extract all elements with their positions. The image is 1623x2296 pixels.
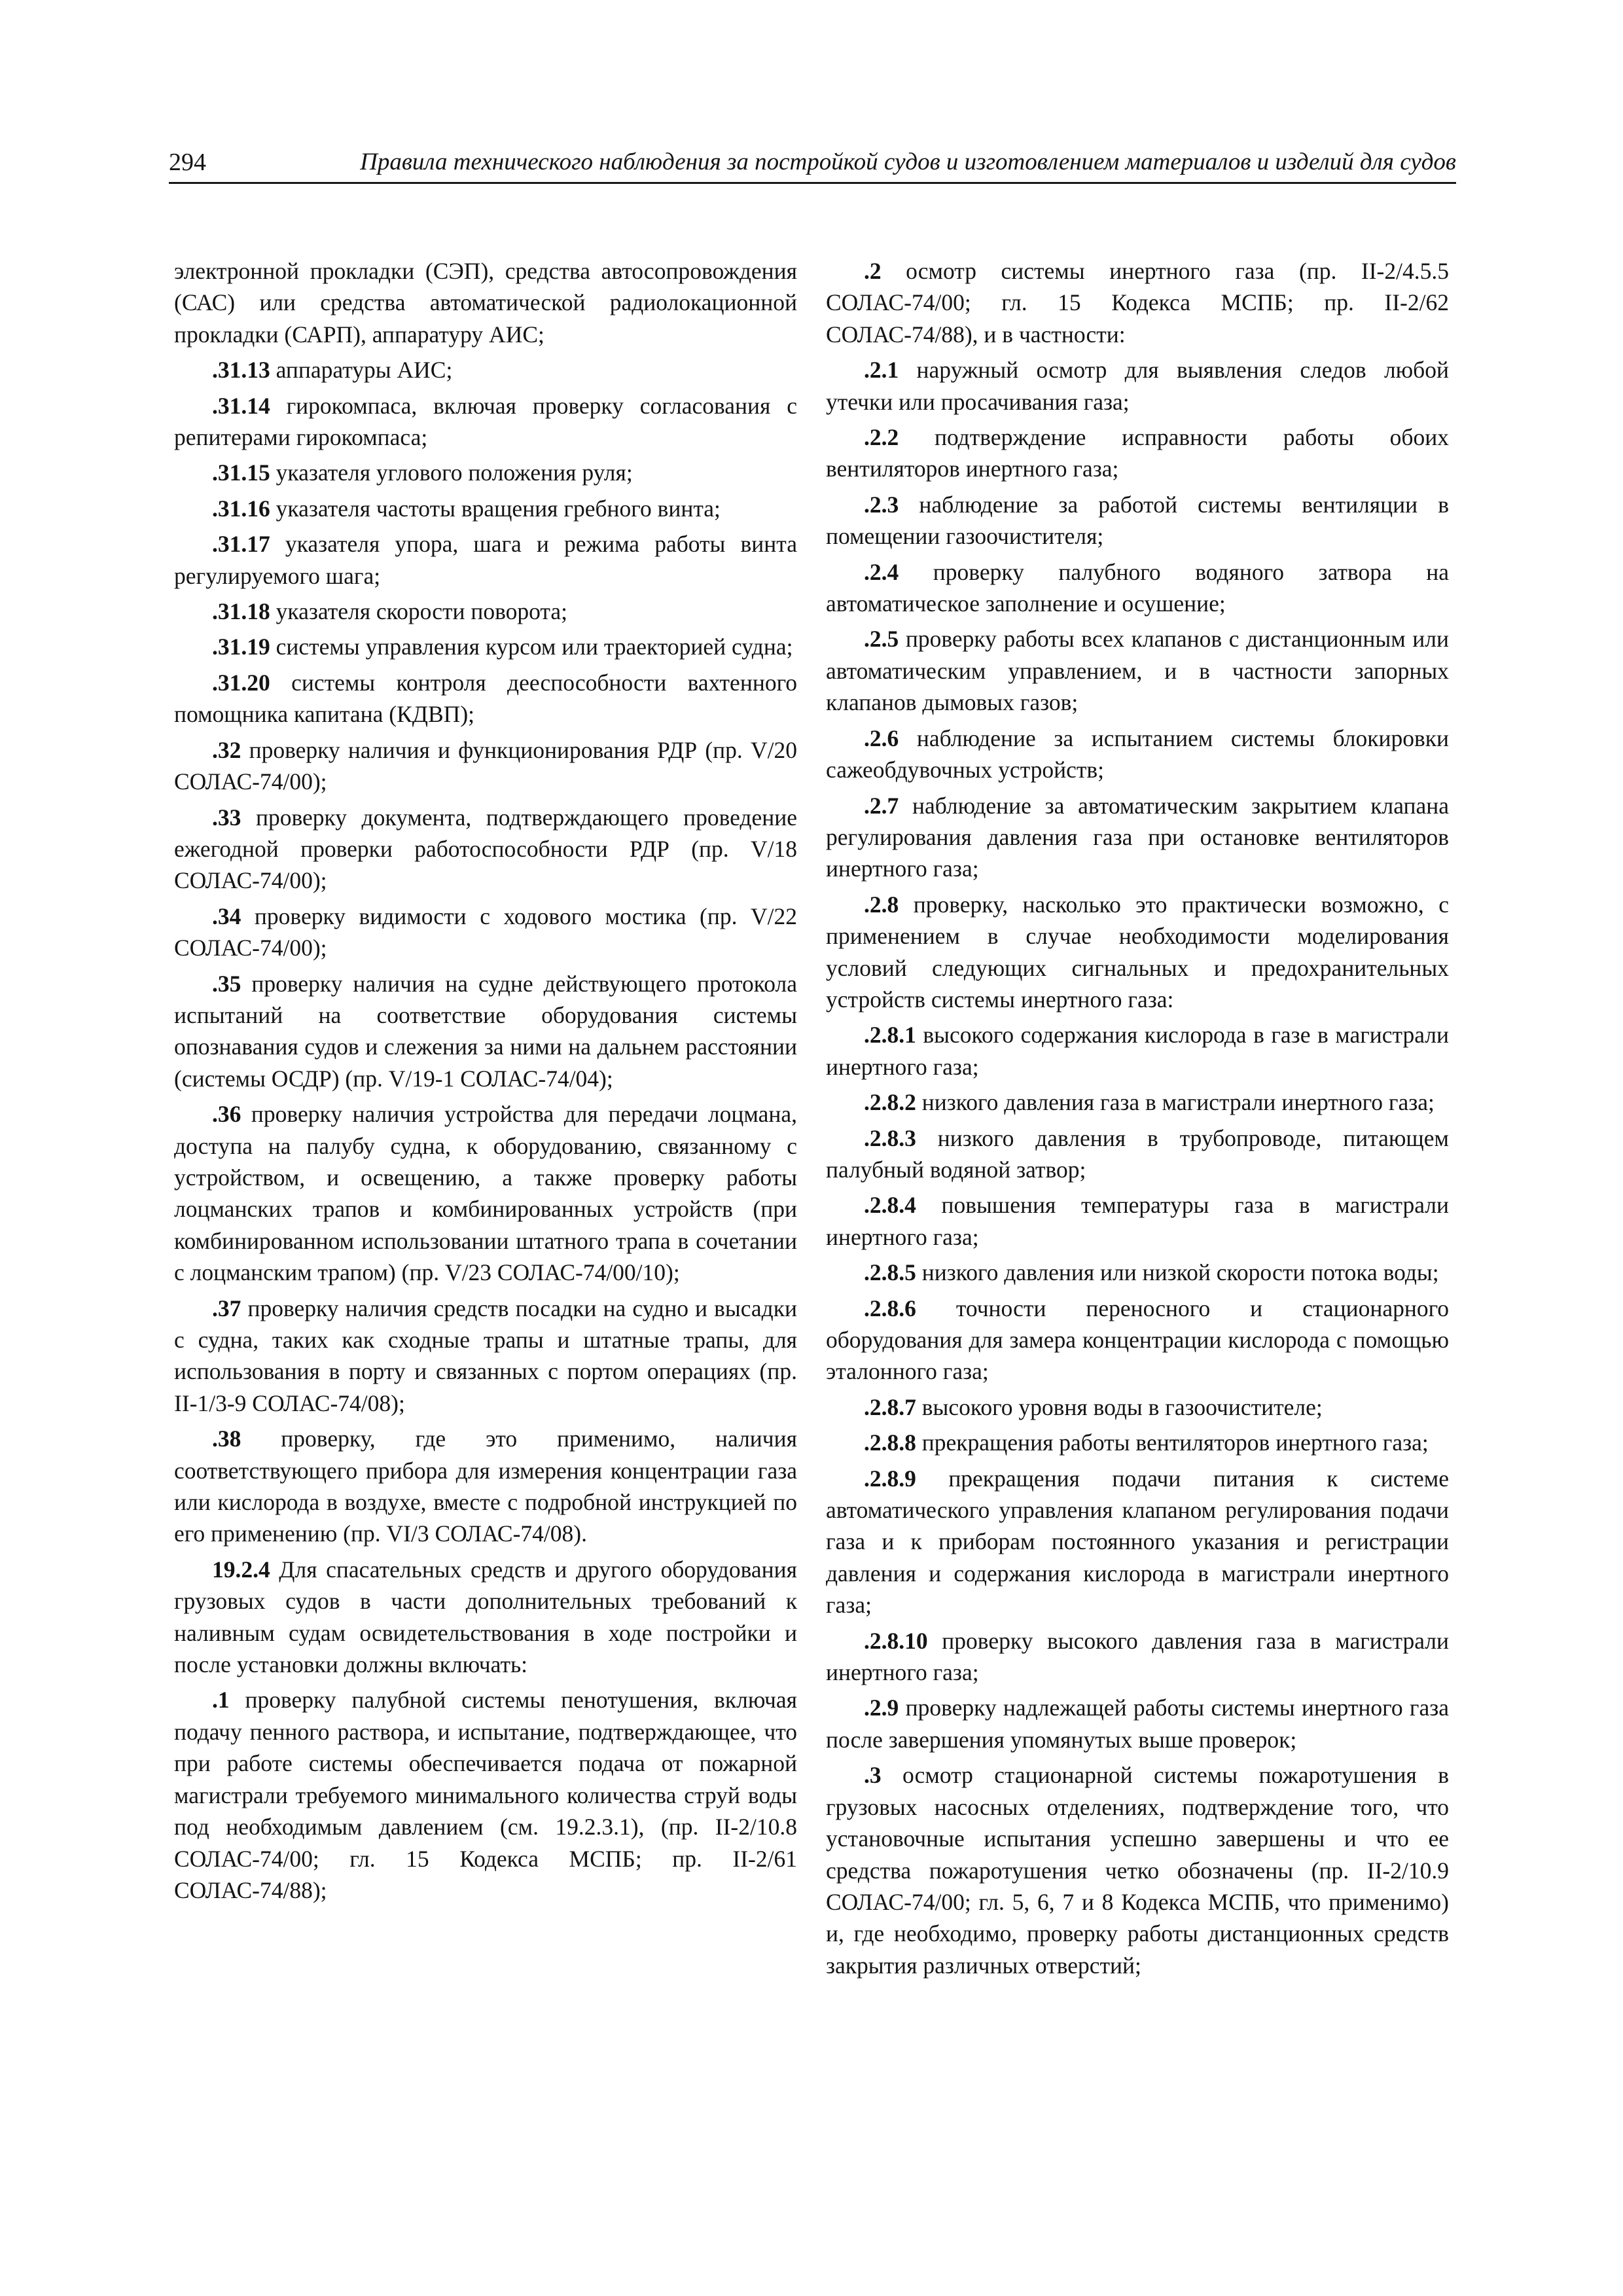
clause-number: .38 bbox=[212, 1426, 241, 1452]
clause-number: .36 bbox=[212, 1101, 241, 1128]
clause-number: .2.4 bbox=[864, 558, 899, 585]
paragraph bbox=[174, 968, 797, 1095]
clause-number: .2.8.9 bbox=[864, 1465, 916, 1492]
paragraph bbox=[826, 723, 1449, 786]
clause-number: .31.15 bbox=[212, 459, 270, 486]
paragraph bbox=[826, 1625, 1449, 1689]
paragraph-text: низкого давления или низкой скорости потока воды; bbox=[916, 1259, 1439, 1286]
paragraph bbox=[826, 489, 1449, 552]
clause-number: .2.6 bbox=[864, 725, 899, 751]
left-column bbox=[174, 255, 797, 1910]
paragraph-text: проверку документа, подтверждающего проведение ежегодной проверки работоспособности РДР (пр. V/18 СОЛАС-74/00); bbox=[174, 804, 797, 894]
paragraph bbox=[174, 528, 797, 592]
paragraph bbox=[174, 354, 797, 386]
paragraph bbox=[826, 255, 1449, 350]
paragraph bbox=[174, 1554, 797, 1681]
clause-number: .2.8.4 bbox=[864, 1192, 916, 1219]
paragraph-text: наружный осмотр для выявления следов любой утечки или просачивания газа; bbox=[826, 357, 1449, 415]
clause-number: .2.1 bbox=[864, 357, 899, 384]
clause-number: .2.8.1 bbox=[864, 1022, 916, 1049]
clause-number: .32 bbox=[212, 736, 241, 763]
clause-number: .31.18 bbox=[212, 598, 270, 625]
paragraph-text: Для спасательных средств и другого оборудования грузовых судов в части дополнительных требований к наливным судам освидетельствования в ходе постройки и после установки должны включать: bbox=[174, 1556, 797, 1678]
paragraph-text: проверку наличия на судне действующего протокола испытаний на соответствие оборудования системы опознавания судов и слежения за ними на дальнем расстоянии (системы ОСДР) (пр. V/19-1 СОЛАС-74/04); bbox=[174, 970, 797, 1092]
clause-number: .2.8.5 bbox=[864, 1259, 916, 1286]
paragraph-text: проверку, насколько это практически возможно, с применением в случае необходимости моделирования условий следующих сигнальных и предохранительных устройств системы инертного газа: bbox=[826, 891, 1449, 1013]
page-header bbox=[169, 145, 1456, 179]
paragraph bbox=[826, 1692, 1449, 1755]
paragraph bbox=[174, 631, 797, 662]
paragraph bbox=[826, 1086, 1449, 1118]
paragraph-text: указателя частоты вращения гребного винта; bbox=[270, 495, 721, 522]
clause-number: .35 bbox=[212, 970, 241, 997]
clause-number: .31.20 bbox=[212, 669, 270, 696]
clause-number: .31.14 bbox=[212, 392, 270, 419]
clause-number: .2.5 bbox=[864, 626, 899, 653]
paragraph bbox=[826, 889, 1449, 1016]
clause-number: .2 bbox=[864, 258, 882, 284]
paragraph-text: повышения температуры газа в магистрали инертного газа; bbox=[826, 1192, 1449, 1250]
paragraph-text: осмотр стационарной системы пожаротушения в грузовых насосных отделениях, подтверждение того, что установочные испытания успешно завершены и что ее средства пожаротушения четко обозначены (пр. II-2/10.9 СОЛАС-74/00; гл. 5, 6, 7 и 8 Кодекса МСПБ, что применимо) и, где необходимо, проверку работы дистанционных средств закрытия различных отверстий; bbox=[826, 1762, 1449, 1979]
clause-number: .2.8.3 bbox=[864, 1124, 916, 1151]
paragraph bbox=[174, 390, 797, 454]
page-number: 294 bbox=[169, 149, 206, 176]
paragraph-text: проверку наличия и функционирования РДР (пр. V/20 СОЛАС-74/00); bbox=[174, 736, 797, 795]
clause-number: .2.9 bbox=[864, 1695, 899, 1721]
paragraph bbox=[826, 1122, 1449, 1186]
paragraph bbox=[826, 1391, 1449, 1423]
clause-number: .31.19 bbox=[212, 634, 270, 660]
paragraph-text: проверку наличия средств посадки на судно и высадки с судна, таких как сходные трапы и штатные трапы, для использования в порту и связанных с портом операциях (пр. II-1/3-9 СОЛАС-74/08); bbox=[174, 1295, 797, 1416]
clause-number: .31.16 bbox=[212, 495, 270, 522]
paragraph bbox=[174, 1423, 797, 1550]
paragraph bbox=[826, 556, 1449, 620]
paragraph-text: точности переносного и стационарного оборудования для замера концентрации кислорода с помощью эталонного газа; bbox=[826, 1295, 1449, 1385]
paragraph bbox=[826, 1463, 1449, 1621]
clause-number: .2.3 bbox=[864, 491, 899, 518]
paragraph bbox=[826, 1759, 1449, 1981]
paragraph bbox=[174, 493, 797, 524]
paragraph-text: проверку, где это применимо, наличия соответствующего прибора для измерения концентрации газа или кислорода в воздухе, вместе с подробной инструкцией по его применению (пр. VI/3 СОЛАС-74/08). bbox=[174, 1426, 797, 1547]
paragraph-text: низкого давления газа в магистрали инертного газа; bbox=[916, 1089, 1435, 1116]
paragraph bbox=[826, 623, 1449, 718]
clause-number: .2.8 bbox=[864, 891, 899, 918]
paragraph-text: наблюдение за испытанием системы блокировки сажеобдувочных устройств; bbox=[826, 725, 1449, 783]
right-column bbox=[826, 255, 1449, 1985]
paragraph-text: осмотр системы инертного газа (пр. II-2/4.5.5 СОЛАС-74/00; гл. 15 Кодекса МСПБ; пр. II-2/62 СОЛАС-74/88), и в частности: bbox=[826, 258, 1449, 348]
paragraph-text: проверку работы всех клапанов с дистанционным или автоматическим управлением, и в частности запорных клапанов дымовых газов; bbox=[826, 626, 1449, 716]
paragraph-text: системы контроля дееспособности вахтенного помощника капитана (КДВП); bbox=[174, 669, 797, 728]
paragraph bbox=[174, 1098, 797, 1288]
running-title: Правила технического наблюдения за постройкой судов и изготовлением материалов и изделий для судов bbox=[360, 149, 1456, 175]
paragraph bbox=[174, 901, 797, 964]
paragraph bbox=[826, 422, 1449, 485]
paragraph-text: системы управления курсом или траекторией судна; bbox=[270, 634, 793, 660]
paragraph bbox=[174, 1684, 797, 1906]
paragraph-text: электронной прокладки (СЭП), средства автосопровождения (САС) или средства автоматической радиолокационной прокладки (САРП), аппаратуру АИС; bbox=[174, 258, 797, 348]
paragraph bbox=[826, 1189, 1449, 1253]
paragraph bbox=[174, 255, 797, 350]
paragraph-text: низкого давления в трубопроводе, питающем палубный водяной затвор; bbox=[826, 1124, 1449, 1183]
paragraph-text: проверку высокого давления газа в магистрали инертного газа; bbox=[826, 1627, 1449, 1686]
clause-number: .31.17 bbox=[212, 531, 270, 558]
paragraph bbox=[826, 1293, 1449, 1388]
paragraph-text: наблюдение за работой системы вентиляции в помещении газоочистителя; bbox=[826, 491, 1449, 550]
clause-number: .2.8.8 bbox=[864, 1429, 916, 1456]
paragraph bbox=[826, 1427, 1449, 1458]
paragraph bbox=[826, 790, 1449, 885]
paragraph-text: гирокомпаса, включая проверку согласования с репитерами гирокомпаса; bbox=[174, 392, 797, 451]
paragraph-text: указателя углового положения руля; bbox=[270, 459, 633, 486]
clause-number: .2.8.6 bbox=[864, 1295, 916, 1321]
paragraph bbox=[174, 457, 797, 488]
clause-number: 19.2.4 bbox=[212, 1556, 270, 1583]
clause-number: .34 bbox=[212, 903, 241, 929]
paragraph-text: прекращения работы вентиляторов инертного газа; bbox=[916, 1429, 1429, 1456]
paragraph-text: проверку видимости с ходового мостика (пр. V/22 СОЛАС-74/00); bbox=[174, 903, 797, 961]
clause-number: .2.8.7 bbox=[864, 1393, 916, 1420]
clause-number: .2.7 bbox=[864, 792, 899, 819]
paragraph bbox=[174, 734, 797, 798]
clause-number: .37 bbox=[212, 1295, 241, 1321]
paragraph-text: проверку палубной системы пенотушения, включая подачу пенного раствора, и испытание, подтверждающее, что при работе системы обеспечивается подача от пожарной магистрали требуемого минимального количества струй воды под необходимым давлением (см. 19.2.3.1), (пр. II-2/10.8 СОЛАС-74/00; гл. 15 Кодекса МСПБ; пр. II-2/61 СОЛАС-74/88); bbox=[174, 1687, 797, 1903]
header-divider bbox=[169, 182, 1456, 184]
paragraph-text: указателя упора, шага и режима работы винта регулируемого шага; bbox=[174, 531, 797, 589]
paragraph-text: высокого содержания кислорода в газе в магистрали инертного газа; bbox=[826, 1022, 1449, 1080]
paragraph bbox=[826, 1257, 1449, 1288]
paragraph-text: аппаратуры АИС; bbox=[270, 357, 453, 384]
clause-number: .33 bbox=[212, 804, 241, 831]
paragraph bbox=[174, 667, 797, 730]
paragraph-text: высокого уровня воды в газоочистителе; bbox=[916, 1393, 1323, 1420]
clause-number: .2.8.10 bbox=[864, 1627, 928, 1654]
clause-number: .2.2 bbox=[864, 424, 899, 451]
paragraph bbox=[174, 802, 797, 897]
paragraph bbox=[174, 1293, 797, 1420]
paragraph-text: проверку наличия устройства для передачи лоцмана, доступа на палубу судна, к оборудованию, связанному с устройством, и освещению, а также проверку работы лоцманских трапов и комбинированных устройств (при комбинированном использовании штатного трапа в сочетании с лоцманским трапом) (пр. V/23 СОЛАС-74/00/10); bbox=[174, 1101, 797, 1286]
clause-number: .1 bbox=[212, 1687, 230, 1713]
clause-number: .2.8.2 bbox=[864, 1089, 916, 1116]
paragraph-text: подтверждение исправности работы обоих вентиляторов инертного газа; bbox=[826, 424, 1449, 482]
clause-number: .31.13 bbox=[212, 357, 270, 384]
paragraph bbox=[826, 1019, 1449, 1083]
paragraph-text: проверку палубного водяного затвора на автоматическое заполнение и осушение; bbox=[826, 558, 1449, 617]
paragraph-text: наблюдение за автоматическим закрытием клапана регулирования давления газа при остановке вентиляторов инертного газа; bbox=[826, 792, 1449, 882]
paragraph bbox=[826, 354, 1449, 418]
paragraph-text: проверку надлежащей работы системы инертного газа после завершения упомянутых выше проверок; bbox=[826, 1695, 1449, 1753]
paragraph-text: указателя скорости поворота; bbox=[270, 598, 567, 625]
paragraph bbox=[174, 596, 797, 627]
paragraph-text: прекращения подачи питания к системе автоматического управления клапаном регулирования подачи газа и к приборам постоянного указания и регистрации давления и содержания кислорода в магистрали инертного газа; bbox=[826, 1465, 1449, 1619]
clause-number: .3 bbox=[864, 1762, 882, 1789]
